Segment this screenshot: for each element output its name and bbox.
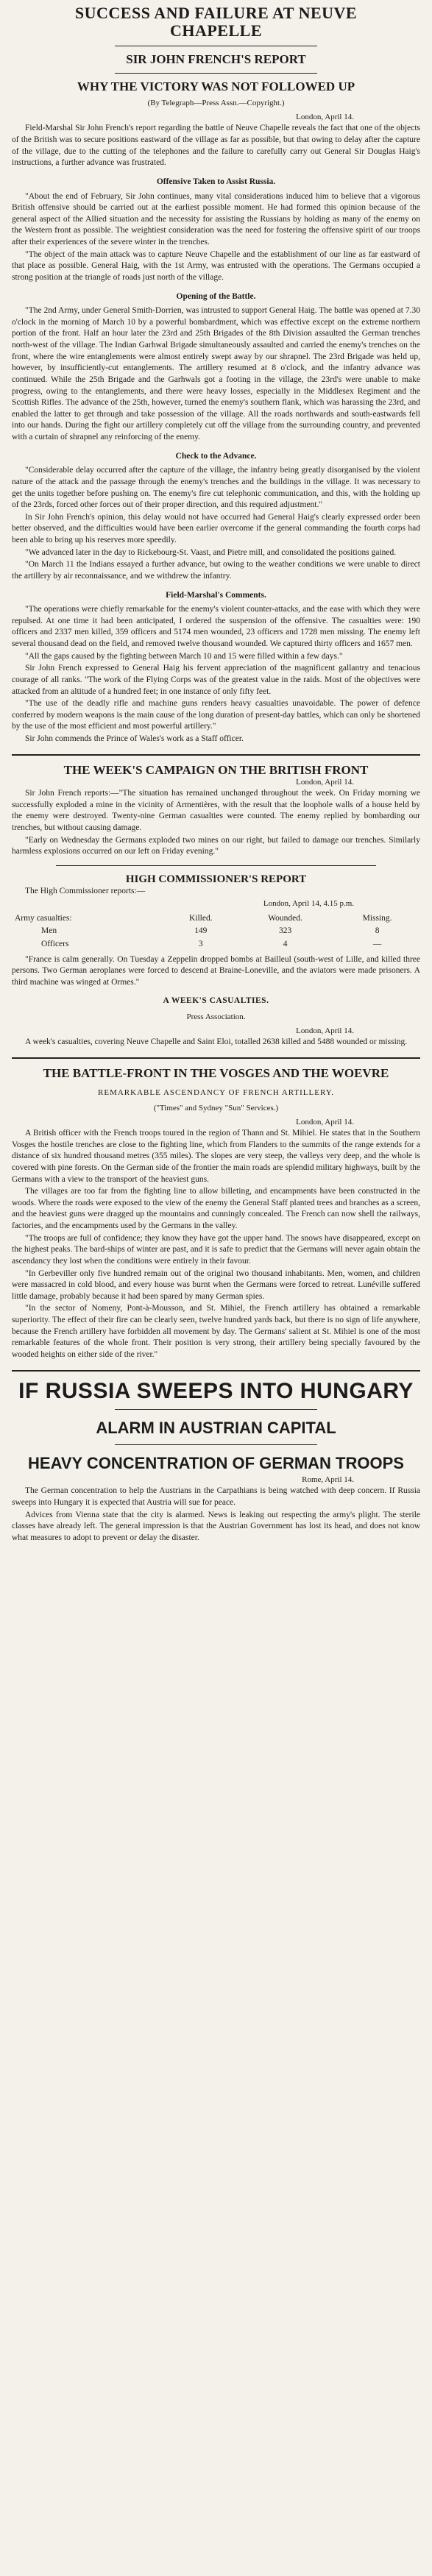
paragraph: "All the gaps caused by the fighting between March 10 and 15 were filled within a few days.": [25, 651, 343, 661]
article-neuve-chapelle: [12, 4, 420, 745]
paragraph: "France is calm generally. On Tuesday a Zeppelin dropped bombs at Bailleul (south-west of Lille, and killed three persons. Two German aeroplanes were forced to descend at Braine-Loneville, and the aviators were made prisoners. A third machine was winged at Ormes.": [12, 954, 420, 987]
table-header: Wounded.: [268, 913, 302, 923]
byline: Press Association.: [186, 1012, 246, 1022]
paragraph: "Early on Wednesday the Germans exploded two mines on our right, but failed to damage our trenches. Similarly harmless explosions occurred on our left on Friday evening.": [12, 835, 420, 856]
paragraph: "We advanced later in the day to Rickebourg-St. Vaast, and Pietre mill, and consolidated the positions gained.: [25, 547, 397, 557]
paragraph: The High Commissioner reports:—: [25, 887, 146, 896]
section-divider: [12, 1370, 420, 1372]
dateline: London, April 14.: [296, 1118, 354, 1127]
headline-german-concentration: HEAVY CONCENTRATION OF GERMAN TROOPS: [28, 1454, 404, 1473]
headline-vosges-woevre: THE BATTLE-FRONT IN THE VOSGES AND THE WOEVRE: [43, 1065, 389, 1080]
paragraph: "The troops are full of confidence; they know they have got the upper hand. The snows have disappeared, except on the highest peaks. The bard-ships of winter are past, and it is safe to predict that the Germans will never again obtain the ascendancy they lost when the conditions were entirely in their favour.: [12, 1233, 420, 1266]
dateline: London, April 14.: [296, 778, 354, 787]
dateline: London, April 14.: [296, 1026, 354, 1036]
subheading-weeks-casualties: A WEEK'S CASUALTIES.: [163, 996, 269, 1006]
headline-alarm-austrian-capital: ALARM IN AUSTRIAN CAPITAL: [96, 1418, 336, 1437]
divider: [115, 1444, 317, 1445]
article-vosges-woevre: [12, 1066, 420, 1361]
paragraph: Sir John French reports:—"The situation has remained unchanged throughout the week. On Friday morning we successfully exploded a mine in the vicinity of Armentières, with the result that the loophole walls of a house held by the enemy were destroyed. Twenty-nine German casualties were counted. The enemy replied by bombarding our trenches, but without causing damage.: [12, 789, 420, 832]
dateline: London, April 14, 4.15 p.m.: [263, 898, 354, 908]
paragraph: Advices from Vienna state that the city is alarmed. News is leaking out respecting the army's plight. The sterile classes have already left. The general impression is that the Austrian Government has lost its head, and does not know what measures to adopt to prevent or delay the disaster.: [12, 1510, 420, 1542]
table-cell: Men: [41, 926, 57, 936]
table-cell: 4: [283, 939, 288, 948]
dateline: Rome, April 14.: [302, 1475, 354, 1485]
table-cell: —: [372, 939, 382, 948]
subheading-check: Check to the Advance.: [175, 451, 257, 461]
dateline: London, April 14.: [296, 113, 354, 122]
headline-french-report: SIR JOHN FRENCH'S REPORT: [126, 52, 306, 67]
paragraph: "The 2nd Army, under General Smith-Dorrien, was intrusted to support General Haig. The battle was opened at 7.30 o'clock in the morning of March 10 by a powerful bombardment, which was effective except on the extreme northern portion of the front. Half an hour later the 23rd and 25th Brigades of the 8th Division assaulted the German trenches north-west of the village. The Indian Garhwal Brigade simultaneously assaulted and carried the enemy's trenches on the front, where the wire entanglements were almost entirely swept away by our shrapnel. The 23rd Brigade was held up, however, by insufficiently-cut entanglements. The artillery resumed at 8 o'clock, and the infantry advance was continued. While the 25th Brigade and the Garhwals got a footing in the village, the 23rd's were unable to make progress, owing to the entanglements, and there were heavy losses, especially in the Middlesex Regiment and the Scottish Rifles. The advance of the 25th, however, turned the enemy's southern flank, which was harassing the 23rd, and enabled the latter to get through and take possession of the village. All the roads northwards and south-eastwards fell into our hands. During the fight our artillery completely cut off the village from the surrounding country, and prevented with a curtain of shrapnel any reinforcing of the enemy.: [12, 306, 420, 441]
headline-success-failure: SUCCESS AND FAILURE AT NEUVE: [74, 4, 358, 22]
divider: [115, 1409, 317, 1410]
article-russia-hungary: [12, 1379, 420, 1544]
paragraph: The German concentration to help the Austrians in the Carpathians is being watched with deep concern. If Russia sweeps into Hungary it is expected that Austria will sue for peace.: [12, 1486, 420, 1507]
table-cell: 8: [375, 926, 380, 936]
byline: (By Telegraph—Press Assn.—Copyright.): [147, 99, 285, 108]
section-divider: [12, 1057, 420, 1059]
paragraph: Field-Marshal Sir John French's report regarding the battle of Neuve Chapelle reveals the fact that one of the objects of the British was to secure positions eastward of the village as far as possible, but that owing to delay after the capture of the village, due to the cutting of the telephones and the failure to carefully carry out General Sir Douglas Haig's instructions, a further advance was frustrated.: [12, 124, 420, 168]
section-divider: [56, 865, 376, 866]
divider: [115, 73, 317, 74]
paragraph: The villages are too far from the fighting line to allow billeting, and encampments have been constructed in the woods. Where the roads were exposed to the view of the enemy the General Staff planted trees and branches as a screen, and the heaviest guns were dragged up the mountains and cunningly concealed. The French can now shell the railways, factories, and the encampments used by the Germans in the valley.: [12, 1187, 420, 1231]
paragraph: A British officer with the French troops toured in the region of Thann and St. Mihiel. He states that in the Southern Vosges the hostile trenches are close to the fighting line, which from Flanders to the summits of the range extends for a distance of six hundred thousand metres (355 miles). The slopes are very steep, the valleys very deep, and the whole is covered with pine forests. On the German side of the frontier the main roads are splendid military highways, built by the Germans with a view to the transport of the heaviest guns.: [12, 1129, 420, 1184]
subheading-opening: Opening of the Battle.: [176, 291, 256, 301]
headline-chapelle: CHAPELLE: [169, 21, 263, 40]
table-header: Missing.: [362, 913, 392, 923]
byline: ("Times" and Sydney "Sun" Services.): [153, 1104, 279, 1113]
casualty-table: [12, 912, 420, 951]
table-cell: 149: [194, 926, 208, 936]
table-row: [12, 938, 420, 951]
paragraph: "The operations were chiefly remarkable for the enemy's violent counter-attacks, and the ease with which they were repulsed. At one time it had been anticipated, I ordered the suspension of the offensive. The casualties were: 190 officers and 2337 men killed, 359 officers and 5174 men wounded, 23 officers and 1728 men missing. The enemy left several thousand dead on the field, and removed twelve thousand wounded. We captured thirty officers and 1657 men.: [12, 605, 420, 648]
subheading-comments: Field-Marshal's Comments.: [166, 590, 266, 600]
paragraph: "The use of the deadly rifle and machine guns renders heavy casualties unavoidable. The power of defence conferred by modern weapons is the main cause of the long duration of present-day battles, which can only be shortened by the use of the most efficient and most powerful artillery.": [12, 699, 420, 731]
headline-weeks-campaign: THE WEEK'S CAMPAIGN ON THE BRITISH FRONT: [63, 762, 369, 777]
table-caption: Army casualties:: [15, 913, 72, 923]
subheading-offensive: Offensive Taken to Assist Russia.: [156, 177, 276, 186]
paragraph: "On March 11 the Indians essayed a further advance, but owing to the weather conditions we were unable to direct the artillery by air reconnaissance, and we withdrew the infantry.: [12, 560, 420, 581]
headline-high-commissioner: HIGH COMMISSIONER'S REPORT: [125, 873, 307, 885]
paragraph: In Sir John French's opinion, this delay would not have occurred had General Haig's clearly expressed order been better observed, and the difficulties would have been earlier overcome if the general commanding the fourth corps had been able to bring up his reserves more speedily.: [12, 512, 420, 544]
headline-victory-not-followed: WHY THE VICTORY WAS NOT FOLLOWED UP: [77, 79, 355, 93]
paragraph: "The object of the main attack was to capture Neuve Chapelle and the establishment of our line as far eastward of that place as possible. General Haig, with the 1st Army, was entrusted with the operations. The Germans occupied a strong position at the triangle of roads just north of the village.: [12, 249, 420, 282]
paragraph: Sir John commends the Prince of Wales's work as a Staff officer.: [25, 734, 244, 743]
article-high-commissioner: [12, 873, 420, 1049]
paragraph: Sir John French expressed to General Haig his fervent appreciation of the magnificent gallantry and tenacious courage of all ranks. "The work of the Flying Corps was of the greatest value in the raids. Most of the objectives were attacked from an altitude of a hundred feet; in one instance of only fifty feet.: [12, 664, 420, 696]
table-header-row: [12, 912, 420, 926]
paragraph: "Considerable delay occurred after the capture of the village, the infantry being greatly disorganised by the violent nature of the attack and the passage through the enemy's trenches and the buildings in the village. It was necessary to get the units together before pushing on. The enemy's fire cut telephonic communication, and this, with the holding up of the 23rds, forced other forces out of their proper direction, and this required adjustment.": [12, 466, 420, 510]
table-cell: 323: [278, 926, 292, 936]
table-row: [12, 925, 420, 938]
headline-russia-hungary: IF RUSSIA SWEEPS INTO HUNGARY: [18, 1378, 414, 1403]
table-header: Killed.: [188, 913, 213, 923]
paragraph: "In Gerbeviller only five hundred remain out of the original two thousand inhabitants. Men, women, and children were massacred in cold blood, and every house was burnt when the Germans were forced to retreat. Lunéville suffered little damage, probably because it had been spared by many German spies.: [12, 1269, 420, 1301]
table-cell: Officers: [41, 939, 69, 948]
article-weeks-campaign: [12, 763, 420, 858]
subheading-french-artillery: REMARKABLE ASCENDANCY OF FRENCH ARTILLERY.: [98, 1088, 334, 1098]
table-cell: 3: [198, 939, 203, 948]
paragraph: "About the end of February, Sir John continues, many vital considerations induced him to believe that a vigorous British offensive should be carried out at the earliest possible moment. He had formed this opinion because of the general aspect of the Allied situation and the necessity for assisting the Russians by holding as many of the enemy on the Western front as possible. The weightiest consideration was the need for fostering the offensive spirit of our troops after their experiences of the severe winter in the trenches.: [12, 191, 420, 246]
paragraph: "In the sector of Nomeny, Pont-à-Mousson, and St. Mihiel, the French artillery has obtained a remarkable superiority. The effect of their fire can be clearly seen, twelve hundred yards back, but there is no sign of life anywhere, because the French artillery have forbidden all movement by day. The Germans' salient at St. Mihiel is one of the most remarkable features of the whole front. Their position is very strong, their artillery being specially favoured by the wooded heights on either side of the river.": [12, 1304, 420, 1359]
paragraph: A week's casualties, covering Neuve Chapelle and Saint Eloi, totalled 2638 killed and 5488 wounded or missing.: [25, 1037, 408, 1046]
section-divider: [12, 754, 420, 756]
